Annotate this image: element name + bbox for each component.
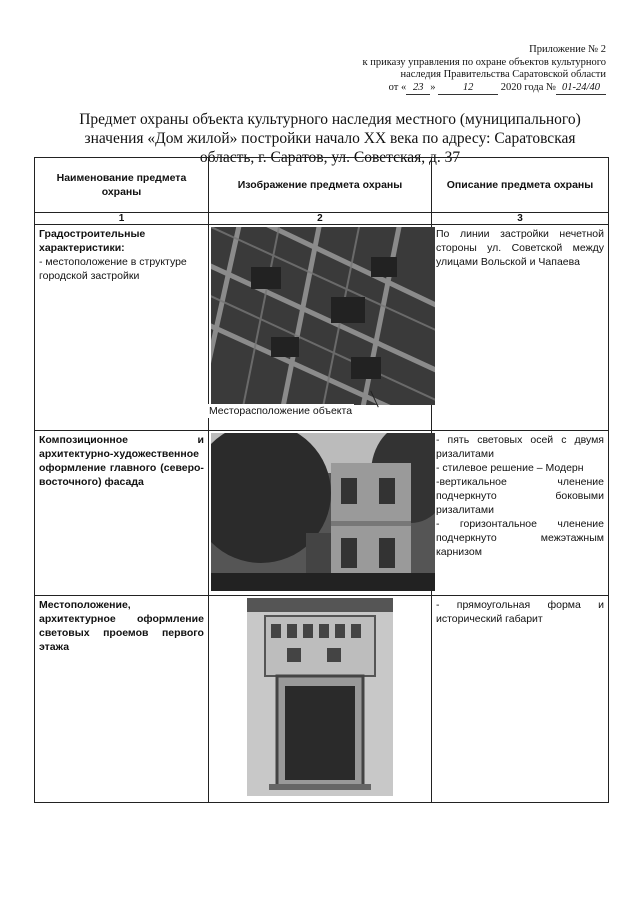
row3-name-bold: Местоположение, архитектурное оформление световых проемов первого этажа [39, 599, 204, 653]
appendix-block [306, 44, 606, 95]
facade-photo [211, 433, 435, 591]
protection-table [34, 157, 609, 803]
col-number-1: 1 [35, 213, 209, 225]
map-caption: Месторасположение объекта [208, 405, 353, 417]
row2-description-2: - стилевое решение – Модерн [435, 462, 584, 474]
row2-description-cell [431, 431, 608, 596]
col-number-3: 3 [431, 213, 608, 225]
header-name: Наименование предмета охраны [35, 158, 209, 213]
row1-description-cell [431, 225, 608, 431]
aerial-map-photo [211, 227, 435, 405]
header-image: Изображение предмета охраны [208, 158, 431, 213]
row2-image-cell [208, 431, 431, 596]
appendix-line-1: Приложение № 2 [529, 44, 606, 55]
row1-name-bold: Градостроительные характеристики: [39, 228, 146, 254]
document-title: Предмет охраны объекта культурного наследия местного (муниципального) значения «Дом жилой» постройки начало XX века по адресу: Саратовская область, г. Саратов, ул. Советская, д. 37 [79, 111, 581, 166]
row2-name-bold: Композиционное и архитектурно-художественное оформление главного (северо-восточного) фасада [39, 434, 204, 488]
row2-name-cell [35, 431, 209, 596]
table-row [35, 225, 609, 431]
date-prefix: от « [388, 81, 407, 93]
date-year: 2020 года № [500, 81, 556, 93]
date-month: 12 [438, 82, 498, 96]
table-number-row [35, 213, 609, 225]
row3-description-cell [431, 596, 608, 803]
table-header-row [35, 158, 609, 213]
order-number: 01-24/40 [556, 82, 606, 96]
row3-description: - прямоугольная форма и исторический габарит [435, 599, 604, 625]
row1-name-cell [35, 225, 209, 431]
appendix-date-line [306, 82, 606, 96]
date-day: 23 [406, 82, 430, 96]
row2-description-3: -вертикальное членение подчеркнуто боковыми ризалитами [435, 476, 604, 516]
row2-description-1: - пять световых осей с двумя ризалитами [435, 434, 604, 460]
appendix-line-3: наследия Правительства Саратовской области [400, 69, 606, 80]
row1-name-rest: - местоположение в структуре городской застройки [39, 256, 187, 282]
row3-name-cell [35, 596, 209, 803]
row1-description: По линии застройки нечетной стороны ул. Советской между улицами Вольской и Чапаева [435, 228, 604, 268]
row1-image-cell [208, 225, 431, 431]
col-number-2: 2 [208, 213, 431, 225]
row2-description-4: - горизонтальное членение подчеркнуто межэтажным карнизом [435, 518, 604, 558]
window-photo [247, 598, 393, 796]
appendix-line-2: к приказу управления по охране объектов культурного [362, 56, 606, 68]
table-row [35, 596, 609, 803]
date-mid: » [430, 81, 436, 93]
table-row [35, 431, 609, 596]
header-description: Описание предмета охраны [431, 158, 608, 213]
row3-image-cell [208, 596, 431, 803]
